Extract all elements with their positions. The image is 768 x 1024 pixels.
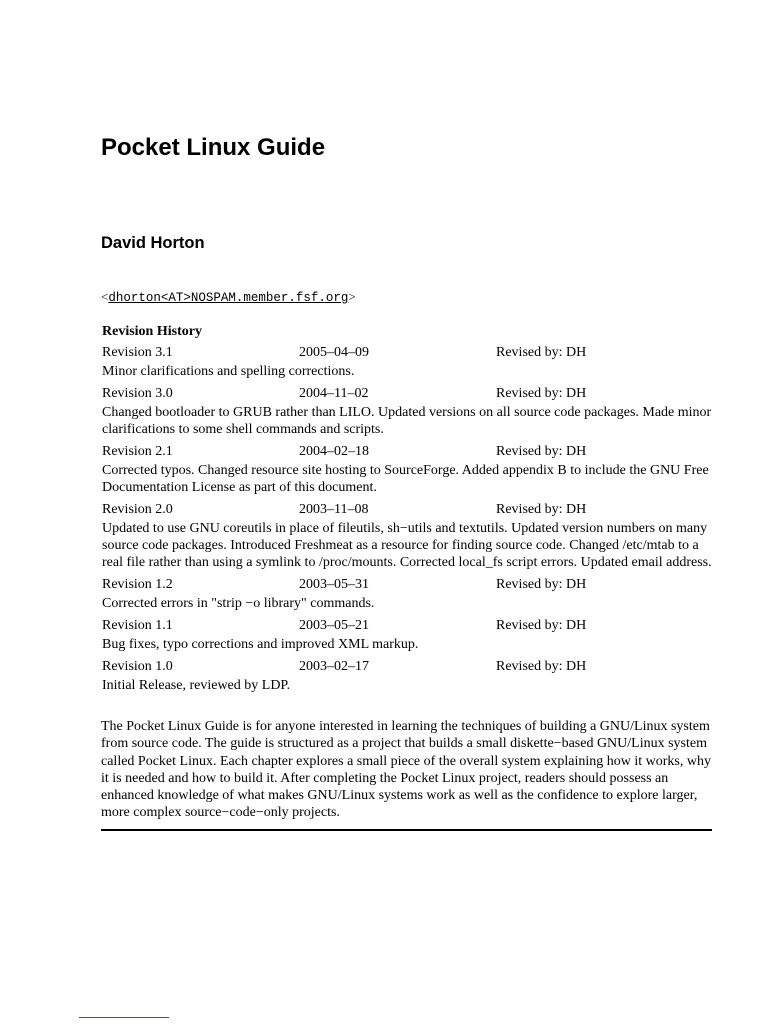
revision-number: Revision 3.0 bbox=[102, 386, 173, 401]
email-open-bracket: < bbox=[101, 289, 109, 304]
author-email bbox=[101, 288, 356, 307]
revision-number: Revision 3.1 bbox=[102, 345, 173, 360]
revision-date: 2004–11–02 bbox=[299, 386, 369, 401]
revision-number: Revision 1.1 bbox=[102, 618, 173, 633]
revision-row bbox=[102, 383, 714, 404]
revision-date: 2003–02–17 bbox=[299, 659, 369, 674]
revision-row bbox=[102, 574, 714, 595]
revision-history-heading: Revision History bbox=[102, 324, 202, 339]
revision-author: Revised by: DH bbox=[496, 659, 587, 674]
revision-description: Corrected errors in "strip −o library" commands. bbox=[102, 596, 375, 611]
revision-description: Initial Release, reviewed by LDP. bbox=[102, 678, 291, 693]
email-close-bracket: > bbox=[348, 289, 356, 304]
revision-date: 2003–11–08 bbox=[299, 502, 369, 517]
revision-number: Revision 2.0 bbox=[102, 502, 173, 517]
revision-date: 2005–04–09 bbox=[299, 345, 369, 360]
revision-row bbox=[102, 499, 714, 520]
revision-date: 2003–05–31 bbox=[299, 577, 369, 592]
revision-number: Revision 2.1 bbox=[102, 444, 173, 459]
horizontal-rule bbox=[101, 829, 712, 831]
footnote-separator-line bbox=[79, 1017, 169, 1018]
abstract-paragraph: The Pocket Linux Guide is for anyone interested in learning the techniques of building a GNU/Linux system from source code. The guide is structured as a project that builds a small diskette−based GNU/Linux system called Pocket Linux. Each chapter explores a small piece of the overall system explaining how it works, why it is needed and how to build it. After completing the Pocket Linux project, readers should possess an enhanced knowledge of what makes GNU/Linux systems work as well as the confidence to explore larger, more complex source−code−only projects. bbox=[101, 719, 711, 821]
revision-author: Revised by: DH bbox=[496, 386, 587, 401]
revision-author: Revised by: DH bbox=[496, 444, 587, 459]
revision-date: 2003–05–21 bbox=[299, 618, 369, 633]
revision-description: Bug fixes, typo corrections and improved XML markup. bbox=[102, 637, 419, 652]
revision-history bbox=[102, 322, 714, 697]
revision-number: Revision 1.0 bbox=[102, 659, 173, 674]
revision-row bbox=[102, 441, 714, 462]
revision-author: Revised by: DH bbox=[496, 618, 587, 633]
revision-author: Revised by: DH bbox=[496, 502, 587, 517]
revision-date: 2004–02–18 bbox=[299, 444, 369, 459]
revision-number: Revision 1.2 bbox=[102, 577, 173, 592]
revision-description: Updated to use GNU coreutils in place of fileutils, sh−utils and textutils. Updated version numbers on many source code packages. Introduced Freshmeat as a resource for finding source code. Changed /etc/mtab to a real file rather than using a symlink to /proc/mounts. Corrected local_fs script errors. Updated email address. bbox=[102, 521, 712, 570]
revision-description: Minor clarifications and spelling corrections. bbox=[102, 364, 355, 379]
revision-row bbox=[102, 342, 714, 363]
revision-author: Revised by: DH bbox=[496, 577, 587, 592]
revision-author: Revised by: DH bbox=[496, 345, 587, 360]
email-link[interactable]: dhorton<AT>NOSPAM.member.fsf.org bbox=[108, 291, 349, 305]
document-title: Pocket Linux Guide bbox=[101, 134, 326, 161]
revision-row bbox=[102, 615, 714, 636]
revision-description: Changed bootloader to GRUB rather than LILO. Updated versions on all source code packages. Made minor clarifications to some shell commands and scripts. bbox=[102, 405, 712, 437]
revision-row bbox=[102, 656, 714, 677]
revision-description: Corrected typos. Changed resource site hosting to SourceForge. Added appendix B to include the GNU Free Documentation License as part of this document. bbox=[102, 463, 709, 495]
author-name: David Horton bbox=[101, 234, 205, 252]
